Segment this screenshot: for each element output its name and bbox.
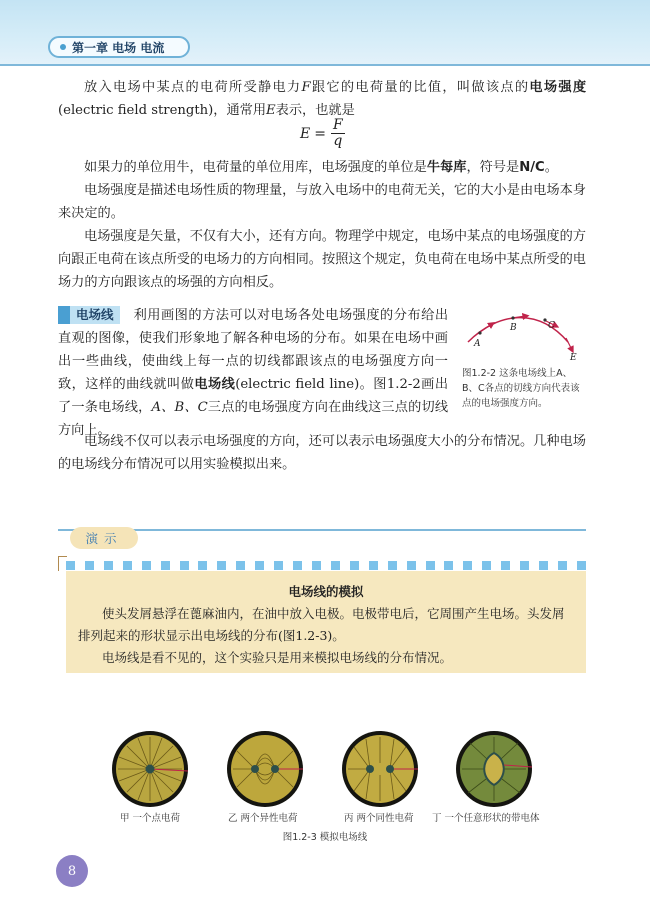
property-paragraph: 电场强度是描述电场性质的物理量，与放入电场中的电荷无关，它的大小是由电场本身来决定的。: [58, 183, 586, 221]
photo-label-4: 丁 一个任意形状的带电体: [432, 813, 540, 824]
demo-paragraph-1: 使头发屑悬浮在蓖麻油内，在油中放入电极。电极带电后，它周围产生电场。头发屑排列起来的形状显示出电场线的分布(图1.2-3)。: [78, 606, 565, 643]
header-rule: [0, 64, 650, 66]
point-a: [478, 331, 481, 334]
demo-box: [66, 571, 586, 673]
point-b: [511, 316, 514, 319]
formula: E = $\frac{F}{q}$: [300, 117, 343, 149]
label-a: A: [474, 339, 481, 349]
chapter-title: 第一章 电场 电流: [72, 40, 165, 55]
demo-paragraph-2: 电场线是看不见的，这个实验只是用来模拟电场线的分布情况。: [102, 650, 453, 665]
photo-arbitrary-conductor: [454, 729, 534, 809]
label-b: B: [510, 323, 517, 333]
photo-point-charge: [110, 729, 190, 809]
fig2-caption: 图1.2-2 这条电场线上A、B、C各点的切线方向代表该点的电场强度方向。: [462, 368, 580, 409]
term-field-line: 电场线: [194, 377, 236, 392]
term-electric-field-strength: 电场强度: [529, 80, 587, 95]
chapter-badge: [48, 36, 190, 58]
field-line-diagram: [458, 302, 588, 362]
definition-paragraph: 放入电场中某点的电荷所受静电力F跟它的电荷量的比值，叫做该点的电场强度(electric field strength)，通常用E表示，也就是: [58, 80, 587, 118]
demo-label: 演示: [70, 527, 138, 549]
demo-border-squares: [66, 561, 586, 571]
section-tag-field-line: 电场线: [58, 306, 120, 324]
demo-title: 电场线的模拟: [288, 584, 364, 599]
units-paragraph: 如果力的单位用牛，电荷量的单位用库，电场强度的单位是牛每库，符号是N/C。: [84, 160, 558, 175]
field-lines-paragraph: 电场线不仅可以表示电场强度的方向，还可以表示电场强度大小的分布情况。几种电场的电场线分布情况可以用实验模拟出来。: [58, 434, 586, 472]
tangent-arrow-e: [566, 338, 572, 350]
label-e: E: [570, 353, 577, 362]
bullet-icon: [60, 44, 66, 50]
field-line-paragraph: 电场线 利用画图的方法可以对电场各处电场强度的分布给出直观的图像，使我们形象地了解各种电场的分布。如果在电场中画出一些曲线，使曲线上每一点的切线都跟该点的电场强度方向一致，这样的曲线就叫做电场线(electric field line)。图1.2-2画出了一条电场线，A、B、C三点的电场强度方向在曲线这三点的切线方向上。: [58, 307, 449, 438]
fraction: $\frac{F}{q}$: [332, 117, 343, 149]
photo-label-2: 乙 两个异性电荷: [228, 813, 298, 824]
photo-label-3: 丙 两个同性电荷: [344, 813, 414, 824]
photo-label-1: 甲 一个点电荷: [120, 813, 181, 824]
photo-opposite-charges: [225, 729, 305, 809]
tangent-arrow-a: [480, 324, 492, 332]
fig3-caption: 图1.2-3 模拟电场线: [282, 832, 368, 843]
page-number: 8: [56, 855, 88, 887]
demo-rule: [58, 529, 586, 531]
vector-paragraph: 电场强度是矢量，不仅有大小，还有方向。物理学中规定，电场中某点的电场强度的方向跟正电荷在该点所受的电场力的方向相同。按照这个规定，负电荷在电场中某点所受的电场力的方向跟该点的场强的方向相反。: [58, 229, 586, 290]
photo-like-charges: [340, 729, 420, 809]
label-c: C: [548, 321, 555, 331]
point-c: [543, 318, 546, 321]
